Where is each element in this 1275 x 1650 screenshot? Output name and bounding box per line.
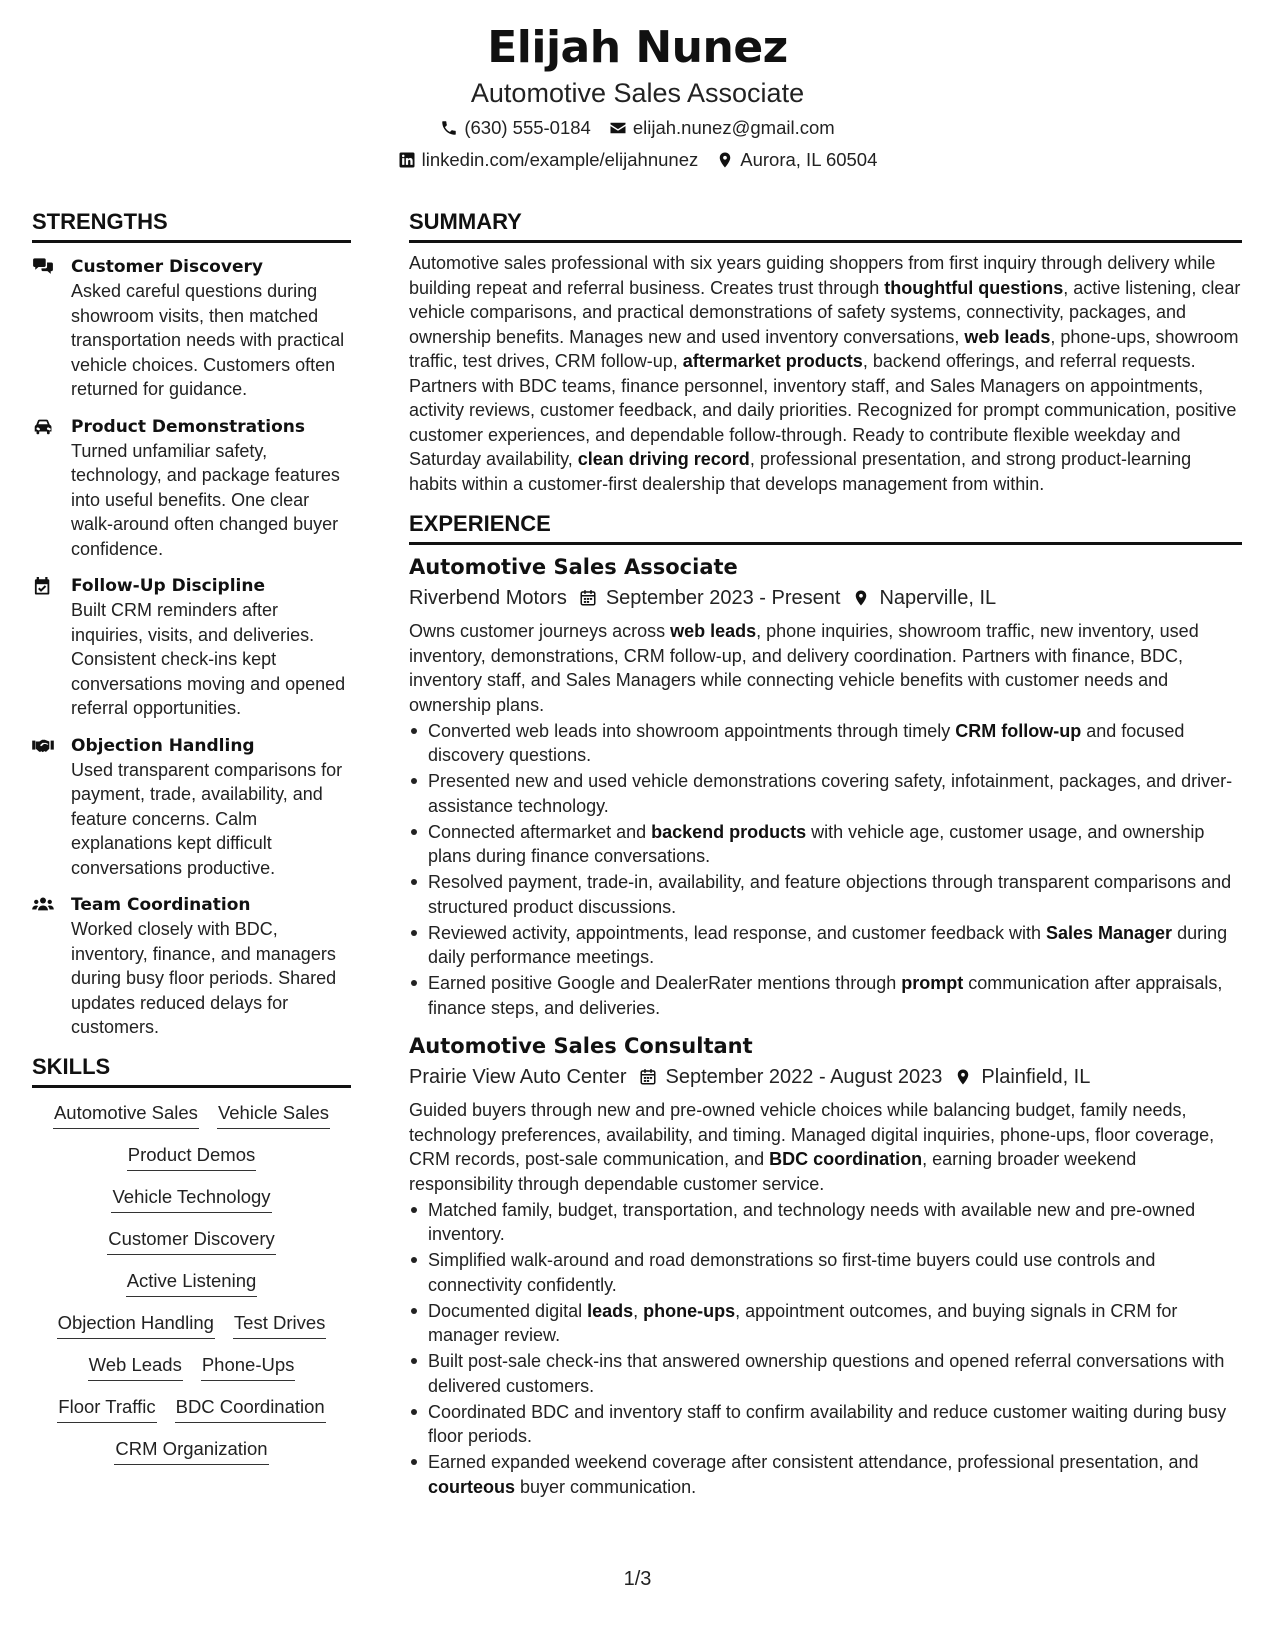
bold-phrase: Sales Manager — [1046, 922, 1173, 943]
skill-tag: BDC Coordination — [175, 1394, 326, 1423]
email-text: elijah.nunez@gmail.com — [632, 117, 835, 138]
candidate-name: Elijah Nunez — [487, 22, 788, 73]
skill-tag: Product Demos — [127, 1142, 257, 1171]
chat-bubbles-icon — [32, 258, 54, 276]
summary-heading: SUMMARY — [409, 208, 1242, 243]
right-column — [409, 208, 1242, 1499]
bold-phrase: phone-ups — [643, 1300, 736, 1321]
skill-tag: CRM Organization — [114, 1436, 268, 1465]
summary-text: Automotive sales professional with six years guiding shoppers from first inquiry through delivery while building repeat and referral business. Creates trust through thoughtful questions, active listening, clear vehicle comparisons, and practical demonstrations of safety systems, connectivity, packages, and ownership benefits. Manages new and used inventory conversations, web leads, phone-ups, showroom traffic, test drives, CRM follow-up, aftermarket products, backend offerings, and referral requests. Partners with BDC teams, finance personnel, inventory staff, and Sales Managers on appointments, activity reviews, customer feedback, and daily priorities. Recognized for prompt communication, positive customer experiences, and dependable follow-through. Ready to contribute flexible weekday and Saturday availability, clean driving record, professional presentation, and strong product-learning habits within a customer-first dealership that develops management from within. — [409, 253, 1241, 494]
strength-item — [32, 734, 351, 881]
job-dates-wrap — [639, 1062, 943, 1092]
strengths-section — [32, 208, 351, 1040]
map-pin-icon — [716, 151, 734, 169]
users-icon — [32, 896, 54, 914]
bold-phrase: thoughtful questions — [884, 277, 1064, 298]
skill-tag: Automotive Sales — [53, 1100, 199, 1129]
job-dates-wrap — [579, 583, 841, 613]
job-title: Automotive Sales Consultant — [409, 1034, 753, 1058]
job-bullet: Matched family, budget, transportation, and technology needs with available new and pre-owned inventory. — [409, 1198, 1242, 1247]
skills-list — [32, 1100, 351, 1465]
skill-tag: Test Drives — [233, 1310, 327, 1339]
job-bullets — [409, 719, 1242, 1021]
bold-phrase: BDC coordination — [769, 1149, 923, 1169]
skill-tag: Vehicle Technology — [111, 1184, 271, 1213]
strength-item — [32, 255, 351, 402]
job-bullet: Connected aftermarket and backend products with vehicle age, customer usage, and ownership plans during finance conversations. — [409, 820, 1242, 869]
left-column — [32, 208, 351, 1465]
bold-phrase: prompt — [901, 973, 964, 993]
skill-tag: Customer Discovery — [107, 1226, 276, 1255]
strength-title: Customer Discovery — [71, 257, 263, 277]
job-dates: September 2023 - Present — [605, 587, 841, 609]
job-meta — [409, 1062, 1242, 1092]
bold-phrase: web leads — [964, 326, 1051, 347]
skill-tag: Floor Traffic — [57, 1394, 156, 1423]
calendar-check-icon — [32, 577, 54, 595]
resume-header — [0, 20, 1275, 174]
skills-section — [32, 1053, 351, 1465]
strength-item — [32, 415, 351, 562]
job-bullet: Built post-sale check-ins that answered ownership questions and opened referral conversations with delivered customers. — [409, 1349, 1242, 1398]
job-bullet: Documented digital leads, phone-ups, appointment outcomes, and buying signals in CRM for manager review. — [409, 1299, 1242, 1348]
bold-phrase: CRM follow-up — [955, 720, 1082, 741]
envelope-icon — [609, 119, 627, 137]
job-dates: September 2022 - August 2023 — [665, 1066, 943, 1088]
strength-text: Worked closely with BDC, inventory, finance, and managers during busy floor periods. Shared updates reduced delays for customers. — [71, 919, 337, 1037]
job-location: Naperville, IL — [879, 587, 997, 609]
contact-row-2 — [0, 146, 1275, 174]
experience-heading: EXPERIENCE — [409, 510, 1242, 545]
strength-item — [32, 893, 351, 1040]
location-text: Aurora, IL 60504 — [740, 149, 878, 170]
summary-section — [409, 208, 1242, 496]
car-icon — [32, 418, 54, 436]
job-meta — [409, 583, 1242, 613]
job-title: Automotive Sales Associate — [409, 555, 738, 579]
bold-phrase: courteous — [428, 1476, 516, 1497]
skill-tag: Objection Handling — [57, 1310, 215, 1339]
contact-linkedin — [398, 146, 699, 174]
strength-item — [32, 574, 351, 721]
calendar-icon — [579, 589, 597, 607]
job-bullet: Coordinated BDC and inventory staff to confirm availability and reduce customer waiting during busy floor periods. — [409, 1400, 1242, 1449]
strength-title: Product Demonstrations — [71, 416, 306, 437]
job-company: Prairie View Auto Center — [409, 1066, 627, 1088]
job-entry — [409, 1032, 1242, 1499]
job-bullet: Converted web leads into showroom appointments through timely CRM follow-up and focused discovery questions. — [409, 719, 1242, 768]
job-location-wrap — [954, 1062, 1090, 1092]
job-bullet: Resolved payment, trade-in, availability, and feature objections through transparent comparisons and structured product discussions. — [409, 870, 1242, 919]
job-bullet: Presented new and used vehicle demonstrations covering safety, infotainment, packages, and driver-assistance technology. — [409, 769, 1242, 818]
job-bullet: Earned expanded weekend coverage after consistent attendance, professional presentation, and courteous buyer communication. — [409, 1450, 1242, 1499]
map-pin-icon — [852, 589, 870, 607]
skill-tag: Active Listening — [126, 1268, 258, 1297]
phone-text: (630) 555-0184 — [464, 117, 591, 138]
bold-phrase: web leads — [670, 621, 757, 641]
bold-phrase: backend products — [651, 821, 807, 842]
job-location: Plainfield, IL — [981, 1066, 1091, 1088]
job-bullet: Reviewed activity, appointments, lead response, and customer feedback with Sales Manager during daily performance meetings. — [409, 921, 1242, 970]
strength-text: Built CRM reminders after inquiries, visits, and deliveries. Consistent check-ins kept conversations moving and opened referral opportunities. — [71, 600, 346, 718]
strengths-heading: STRENGTHS — [32, 208, 351, 243]
contact-phone — [440, 114, 591, 142]
experience-section — [409, 510, 1242, 1499]
contact-location — [716, 146, 877, 174]
job-location-wrap — [852, 583, 996, 613]
skill-tag: Phone-Ups — [201, 1352, 296, 1381]
strength-title: Follow-Up Discipline — [71, 576, 266, 596]
bold-phrase: leads — [587, 1300, 634, 1321]
strength-title: Team Coordination — [71, 895, 251, 915]
contact-email — [609, 114, 835, 142]
contact-row-1 — [0, 114, 1275, 142]
skill-tag: Vehicle Sales — [217, 1100, 330, 1129]
skill-tag: Web Leads — [88, 1352, 183, 1381]
job-entry — [409, 553, 1242, 1020]
map-pin-icon — [954, 1068, 972, 1086]
strength-title: Objection Handling — [71, 735, 255, 756]
page-number: 1/3 — [623, 1568, 652, 1590]
job-bullets — [409, 1198, 1242, 1500]
candidate-headline: Automotive Sales Associate — [470, 78, 805, 108]
bold-phrase: clean driving record — [577, 449, 750, 469]
linkedin-icon — [398, 151, 416, 169]
phone-icon — [440, 119, 458, 137]
handshake-icon — [32, 737, 54, 755]
job-description: Guided buyers through new and pre-owned vehicle choices while balancing budget, family needs, technology preferences, availability, and timing. Managed digital inquiries, phone-ups, floor coverage, CRM records, post-sale communication, and BDC coordination, earning broader weekend responsibility through dependable customer service. — [409, 1100, 1215, 1194]
strength-text: Turned unfamiliar safety, technology, and package features into useful benefits. One clear walk-around often changed buyer confidence. — [71, 440, 340, 559]
job-bullet: Simplified walk-around and road demonstrations so first-time buyers could use controls and connectivity confidently. — [409, 1248, 1242, 1297]
strengths-list — [32, 255, 351, 1040]
calendar-icon — [639, 1068, 657, 1086]
job-description: Owns customer journeys across web leads, phone inquiries, showroom traffic, new inventory, used inventory, demonstrations, CRM follow-up, and delivery coordination. Partners with finance, BDC, inventory staff, and Sales Managers while connecting vehicle benefits with customer needs and ownership plans. — [409, 621, 1199, 715]
job-company: Riverbend Motors — [409, 587, 567, 609]
strength-text: Asked careful questions during showroom visits, then matched transportation needs with practical vehicle choices. Customers often returned for guidance. — [71, 281, 345, 399]
job-bullet: Earned positive Google and DealerRater mentions through prompt communication after appraisals, finance steps, and deliveries. — [409, 971, 1242, 1020]
skills-heading: SKILLS — [32, 1053, 351, 1088]
linkedin-text: linkedin.com/example/elijahnunez — [421, 149, 699, 170]
bold-phrase: aftermarket products — [682, 351, 863, 371]
strength-text: Used transparent comparisons for payment, trade, availability, and feature concerns. Calm explanations kept difficult conversations productive. — [71, 759, 343, 878]
